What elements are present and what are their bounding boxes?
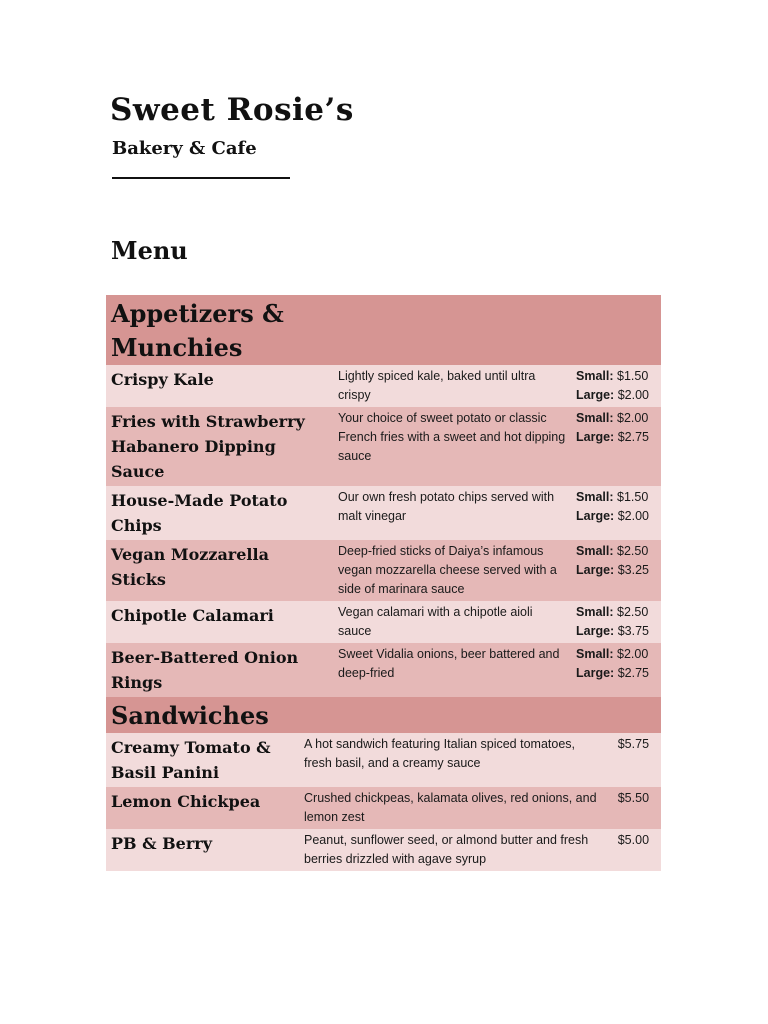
large-price: $3.75	[617, 624, 649, 638]
item-price	[571, 643, 661, 697]
menu-item-row	[106, 486, 661, 540]
item-price	[571, 365, 661, 407]
large-price: $2.75	[617, 666, 649, 680]
large-label: Large:	[576, 624, 615, 638]
large-price: $2.75	[617, 430, 649, 444]
item-description: A hot sandwich featuring Italian spiced tomatoes, fresh basil, and a creamy sauce	[299, 733, 606, 787]
small-label: Small:	[576, 544, 614, 558]
small-price: $2.50	[617, 544, 649, 558]
menu-item-row	[106, 407, 661, 486]
menu-item-row	[106, 787, 661, 829]
sandwiches-header-row	[106, 697, 661, 733]
large-label: Large:	[576, 509, 615, 523]
menu-item-row	[106, 540, 661, 601]
menu-item-row	[106, 829, 661, 871]
appetizers-header-row	[106, 295, 661, 365]
item-name: Chipotle Calamari	[106, 601, 333, 643]
small-price: $2.00	[617, 647, 649, 661]
item-name: Lemon Chickpea	[106, 787, 299, 829]
menu-item-row	[106, 733, 661, 787]
restaurant-subtitle: Bakery & Cafe	[112, 138, 257, 159]
item-name: Fries with Strawberry Habanero Dipping Sauce	[106, 407, 333, 486]
appetizers-title	[106, 295, 661, 365]
small-price: $2.50	[617, 605, 649, 619]
menu-item-row	[106, 601, 661, 643]
appetizers-title-line2: Munchies	[111, 333, 243, 362]
item-name: PB & Berry	[106, 829, 299, 871]
small-label: Small:	[576, 647, 614, 661]
item-description: Deep-fried sticks of Daiya’s infamous vegan mozzarella cheese served with a side of marinara sauce	[333, 540, 571, 601]
item-price: $5.00	[606, 829, 661, 871]
small-price: $1.50	[617, 490, 649, 504]
restaurant-title: Sweet Rosie’s	[110, 92, 354, 128]
item-price	[571, 407, 661, 486]
title-underline	[112, 177, 290, 179]
item-name: Beer-Battered Onion Rings	[106, 643, 333, 697]
menu-item-row	[106, 365, 661, 407]
item-price	[571, 601, 661, 643]
item-name: House-Made Potato Chips	[106, 486, 333, 540]
item-price: $5.50	[606, 787, 661, 829]
item-description: Lightly spiced kale, baked until ultra crispy	[333, 365, 571, 407]
item-price	[571, 540, 661, 601]
large-label: Large:	[576, 430, 615, 444]
menu-heading: Menu	[111, 236, 188, 265]
sandwiches-title: Sandwiches	[106, 697, 661, 733]
item-description: Our own fresh potato chips served with malt vinegar	[333, 486, 571, 540]
small-label: Small:	[576, 369, 614, 383]
item-name: Vegan Mozzarella Sticks	[106, 540, 333, 601]
large-label: Large:	[576, 666, 615, 680]
large-price: $2.00	[617, 388, 649, 402]
small-price: $2.00	[617, 411, 649, 425]
sandwiches-table	[106, 697, 661, 871]
appetizers-title-line1: Appetizers &	[111, 299, 284, 328]
small-label: Small:	[576, 605, 614, 619]
small-label: Small:	[576, 411, 614, 425]
large-price: $2.00	[617, 509, 649, 523]
menu-item-row	[106, 643, 661, 697]
item-description: Peanut, sunflower seed, or almond butter and fresh berries drizzled with agave syrup	[299, 829, 606, 871]
item-price: $5.75	[606, 733, 661, 787]
appetizers-table	[106, 295, 661, 697]
item-description: Vegan calamari with a chipotle aioli sauce	[333, 601, 571, 643]
large-label: Large:	[576, 388, 615, 402]
item-price	[571, 486, 661, 540]
large-label: Large:	[576, 563, 615, 577]
item-description: Sweet Vidalia onions, beer battered and deep-fried	[333, 643, 571, 697]
small-price: $1.50	[617, 369, 649, 383]
small-label: Small:	[576, 490, 614, 504]
large-price: $3.25	[617, 563, 649, 577]
item-name: Crispy Kale	[106, 365, 333, 407]
item-description: Your choice of sweet potato or classic French fries with a sweet and hot dipping sauce	[333, 407, 571, 486]
item-name: Creamy Tomato & Basil Panini	[106, 733, 299, 787]
item-description: Crushed chickpeas, kalamata olives, red onions, and lemon zest	[299, 787, 606, 829]
